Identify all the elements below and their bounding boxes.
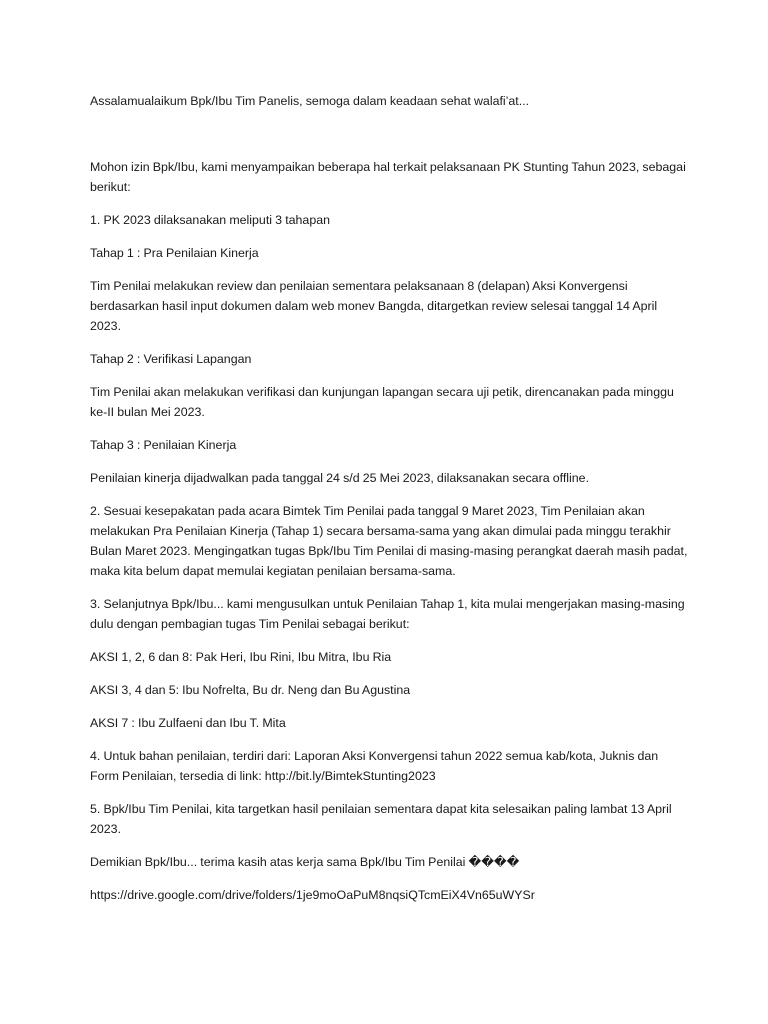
point-5-paragraph: 5. Bpk/Ibu Tim Penilai, kita targetkan hasil penilaian sementara dapat kita selesaikan paling lambat 13 April 2023. [90,802,672,836]
stage-1-description: Tim Penilai melakukan review dan penilaian sementara pelaksanaan 8 (delapan) Aksi Konvergensi berdasarkan hasil input dokumen dalam web monev Bangda, ditargetkan review selesai tanggal 14 April 2023. [90,279,658,333]
drive-link-text: https://drive.google.com/drive/folders/1je9moOaPuM8nqsiQTcmEiX4Vn65uWYSr [90,888,535,902]
task-group-aksi-1-2-6-8: AKSI 1, 2, 6 dan 8: Pak Heri, Ibu Rini, Ibu Mitra, Ibu Ria [90,650,392,664]
stage-3-description: Penilaian kinerja dijadwalkan pada tanggal 24 s/d 25 Mei 2023, dilaksanakan secara offline. [90,471,590,485]
task-group-aksi-3-4-5: AKSI 3, 4 dan 5: Ibu Nofrelta, Bu dr. Neng dan Bu Agustina [90,683,411,697]
task-group-aksi-7: AKSI 7 : Ibu Zulfaeni dan Ibu T. Mita [90,716,286,730]
closing-paragraph: Demikian Bpk/Ibu... terima kasih atas kerja sama Bpk/Ibu Tim Penilai ���� [90,855,520,869]
stage-2-heading: Tahap 2 : Verifikasi Lapangan [90,352,252,366]
point-2-paragraph: 2. Sesuai kesepakatan pada acara Bimtek Tim Penilai pada tanggal 9 Maret 2023, Tim Penilaian akan melakukan Pra Penilaian Kinerja (Tahap 1) secara bersama-sama yang akan dimulai pada minggu terakhir Bulan Maret 2023. Mengingatkan tugas Bpk/Ibu Tim Penilai di masing-masing perangkat daerah masih padat, maka kita belum dapat memulai kegiatan penilaian bersama-sama. [90,504,688,578]
stage-3-heading: Tahap 3 : Penilaian Kinerja [90,438,237,452]
stage-2-description: Tim Penilai akan melakukan verifikasi dan kunjungan lapangan secara uji petik, direncanakan pada minggu ke-II bulan Mei 2023. [90,385,674,419]
point-3-paragraph: 3. Selanjutnya Bpk/Ibu... kami mengusulkan untuk Penilaian Tahap 1, kita mulai mengerjakan masing-masing dulu dengan pembagian tugas Tim Penilai sebagai berikut: [90,597,685,631]
point-4-paragraph: 4. Untuk bahan penilaian, terdiri dari: Laporan Aksi Konvergensi tahun 2022 semua kab/kota, Juknis dan Form Penilaian, tersedia di link: http://bit.ly/BimtekStunting2023 [90,749,659,783]
document-body [90,91,690,918]
greeting-paragraph: Assalamualaikum Bpk/Ibu Tim Panelis, semoga dalam keadaan sehat walafi’at... [90,94,530,108]
intro-paragraph: Mohon izin Bpk/Ibu, kami menyampaikan beberapa hal terkait pelaksanaan PK Stunting Tahun 2023, sebagai berikut: [90,160,686,194]
stage-1-heading: Tahap 1 : Pra Penilaian Kinerja [90,246,259,260]
point-1-paragraph: 1. PK 2023 dilaksanakan meliputi 3 tahapan [90,213,330,227]
